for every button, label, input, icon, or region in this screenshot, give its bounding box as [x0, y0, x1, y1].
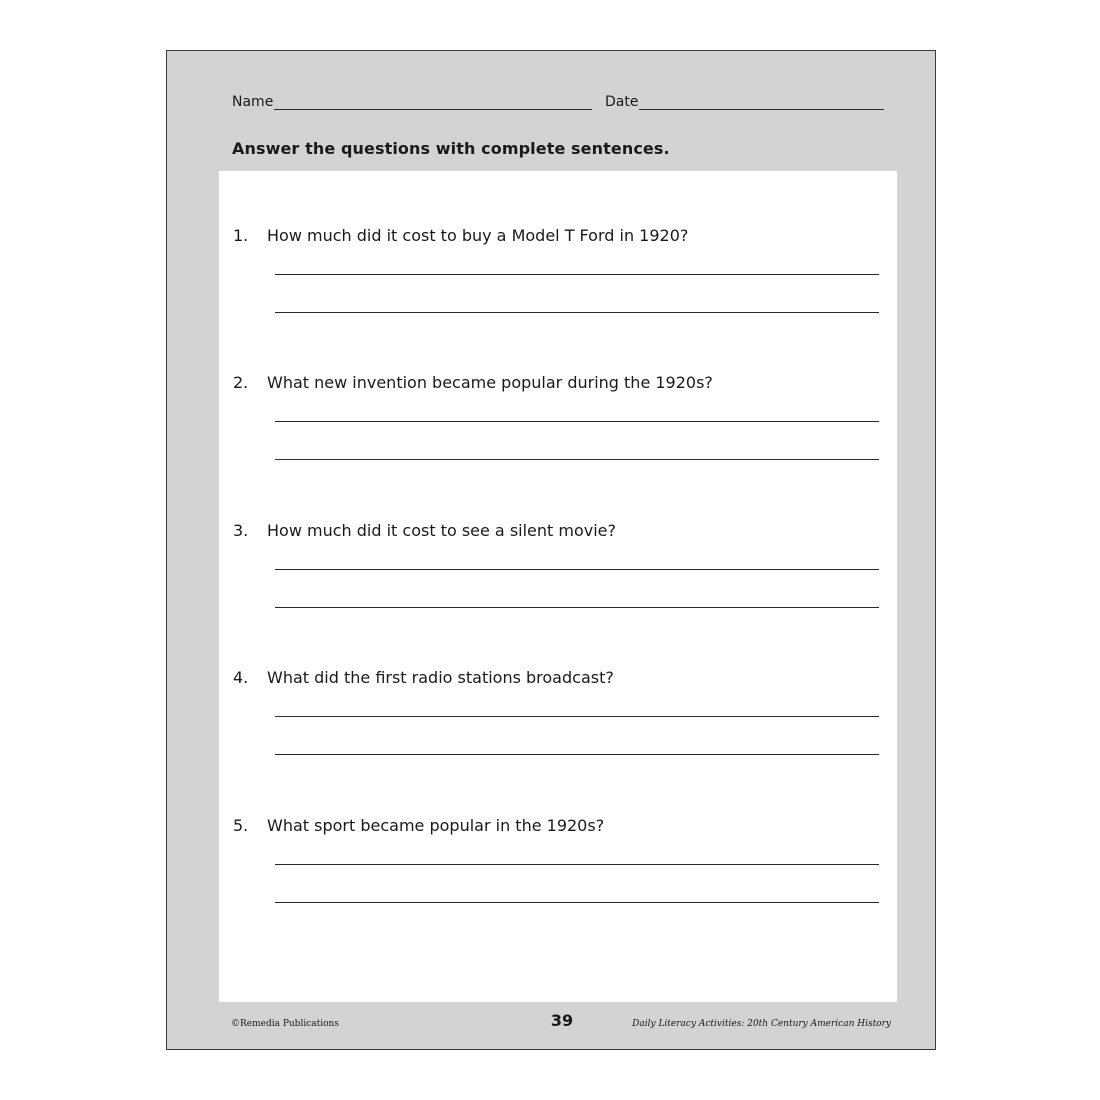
date-label: Date	[605, 94, 639, 110]
answer-line[interactable]	[275, 274, 879, 275]
answer-line[interactable]	[275, 569, 879, 570]
question-number: 4.	[233, 668, 249, 687]
question-prompt: What did the first radio stations broadcast?	[267, 668, 614, 687]
question-item	[233, 373, 883, 483]
page-footer	[167, 1011, 935, 1041]
answer-line[interactable]	[275, 459, 879, 460]
page-number: 39	[550, 1011, 574, 1030]
question-number: 2.	[233, 373, 249, 392]
questions-panel	[219, 171, 897, 1002]
question-prompt: What new invention became popular during the 1920s?	[267, 373, 713, 392]
header-fields	[232, 93, 887, 115]
question-text	[233, 521, 616, 540]
date-line[interactable]	[639, 93, 884, 110]
instructions: Answer the questions with complete sentences.	[232, 139, 670, 158]
question-prompt: What sport became popular in the 1920s?	[267, 816, 605, 835]
name-label: Name	[232, 94, 274, 110]
question-item	[233, 226, 883, 336]
answer-line[interactable]	[275, 902, 879, 903]
question-number: 5.	[233, 816, 249, 835]
name-line[interactable]	[274, 93, 592, 110]
question-text	[233, 816, 604, 835]
worksheet-page	[166, 50, 936, 1050]
question-text	[233, 373, 713, 392]
answer-line[interactable]	[275, 421, 879, 422]
question-prompt: How much did it cost to see a silent movie?	[267, 521, 617, 540]
answer-line[interactable]	[275, 607, 879, 608]
answer-line[interactable]	[275, 754, 879, 755]
question-text	[233, 226, 688, 245]
date-field[interactable]	[605, 93, 884, 110]
answer-line[interactable]	[275, 864, 879, 865]
question-item	[233, 521, 883, 631]
answer-line[interactable]	[275, 716, 879, 717]
question-number: 3.	[233, 521, 249, 540]
question-prompt: How much did it cost to buy a Model T Ford in 1920?	[267, 226, 689, 245]
name-field[interactable]	[232, 93, 592, 110]
question-item	[233, 668, 883, 778]
book-title: Daily Literacy Activities: 20th Century American History	[632, 1019, 891, 1029]
question-text	[233, 668, 614, 687]
question-item	[233, 816, 883, 926]
question-number: 1.	[233, 226, 249, 245]
copyright-text: ©Remedia Publications	[231, 1019, 339, 1029]
answer-line[interactable]	[275, 312, 879, 313]
